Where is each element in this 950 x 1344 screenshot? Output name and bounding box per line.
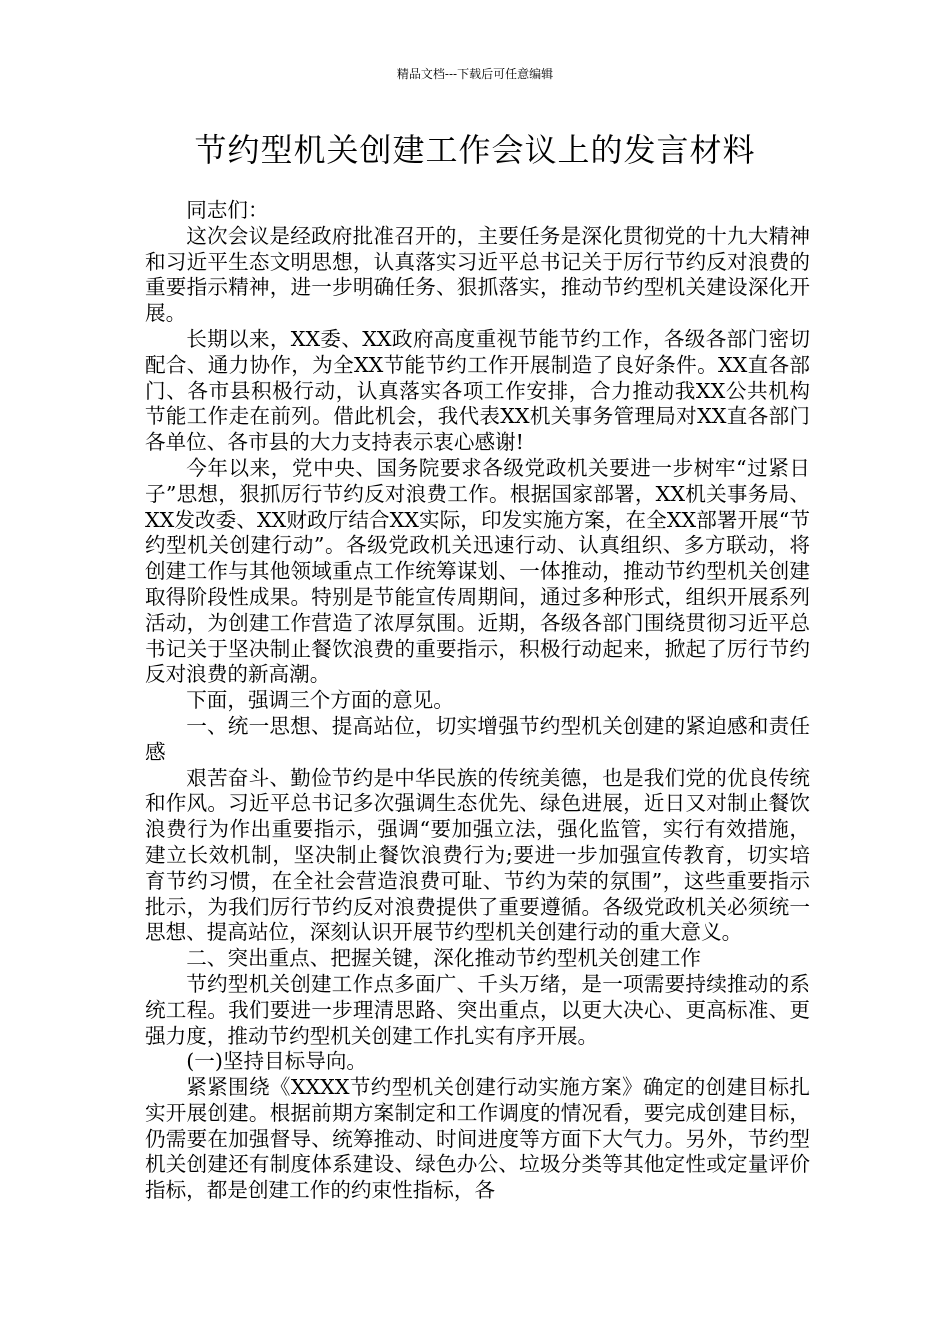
section-heading: 一、统一思想、提高站位，切实增强节约型机关创建的紧迫感和责任感 (145, 713, 810, 764)
salutation: 同志们： (186, 198, 269, 222)
document-body (145, 198, 810, 1204)
section-heading: 二、突出重点、把握关键，深化推动节约型机关创建工作 (186, 946, 702, 971)
body-paragraph: 下面，强调三个方面的意见。 (186, 688, 454, 713)
body-paragraph: 今年以来，党中央、国务院要求各级党政机关要进一步树牢“过紧日子”思想，狠抓厉行节约反对浪费工作。根据国家部署，XX机关事务局、XX发改委、XX财政厅结合XX实际，印发实施方案，在全XX部署开展“节约型机关创建行动”。各级党政机关迅速行动、认真组织、多方联动，将创建工作与其他领域重点工作统筹谋划、一体推动，推动节约型机关创建取得阶段性成果。特别是节能宣传周期间，通过多种形式，组织开展系列活动，为创建工作营造了浓厚氛围。近期，各级各部门围绕贯彻习近平总书记关于坚决制止餐饮浪费的重要指示，积极行动起来，掀起了厉行节约反对浪费的新高潮。 (145, 455, 810, 687)
body-paragraph: 长期以来，XX委、XX政府高度重视节能节约工作，各级各部门密切配合、通力协作，为全XX节能节约工作开展制造了良好条件。XX直各部门、各市县积极行动，认真落实各项工作安排，合力推动我XX公共机构节能工作走在前列。借此机会，我代表XX机关事务管理局对XX直各部门各单位、各市县的大力支持表示衷心感谢! (145, 326, 810, 455)
document-title: 节约型机关创建工作会议上的发言材料 (194, 131, 756, 169)
body-paragraph: 紧紧围绕《XXXX节约型机关创建行动实施方案》确定的创建目标扎实开展创建。根据前期方案制定和工作调度的情况看，要完成创建目标，仍需要在加强督导、统筹推动、时间进度等方面下大气力。另外，节约型机关创建还有制度体系建设、绿色办公、垃圾分类等其他定性或定量评价指标，都是创建工作的约束性指标，各 (145, 1075, 810, 1203)
body-paragraph: 节约型机关创建工作点多面广、千头万绪，是一项需要持续推动的系统工程。我们要进一步理清思路、突出重点，以更大决心、更高标准、更强力度，推动节约型机关创建工作扎实有序开展。 (145, 971, 810, 1048)
body-paragraph: 艰苦奋斗、勤俭节约是中华民族的传统美德，也是我们党的优良传统和作风。习近平总书记多次强调生态优先、绿色进展，近日又对制止餐饮浪费行为作出重要指示，强调“要加强立法，强化监管，实行有效措施，建立长效机制，坚决制止餐饮浪费行为;要进一步加强宣传教育，切实培育节约习惯，在全社会营造浪费可耻、节约为荣的氛围”，这些重要指示批示，为我们厉行节约反对浪费提供了重要遵循。各级党政机关必须统一思想、提高站位，深刻认识开展节约型机关创建行动的重大意义。 (145, 765, 810, 945)
body-paragraph: 这次会议是经政府批准召开的，主要任务是深化贯彻党的十九大精神和习近平生态文明思想，认真落实习近平总书记关于厉行节约反对浪费的重要指示精神，进一步明确任务、狠抓落实，推动节约型机关建设深化开展。 (145, 223, 810, 326)
subsection-heading: (一)坚持目标导向。 (186, 1049, 368, 1074)
page-header-note: 精品文档---下载后可任意编辑 (396, 67, 554, 81)
